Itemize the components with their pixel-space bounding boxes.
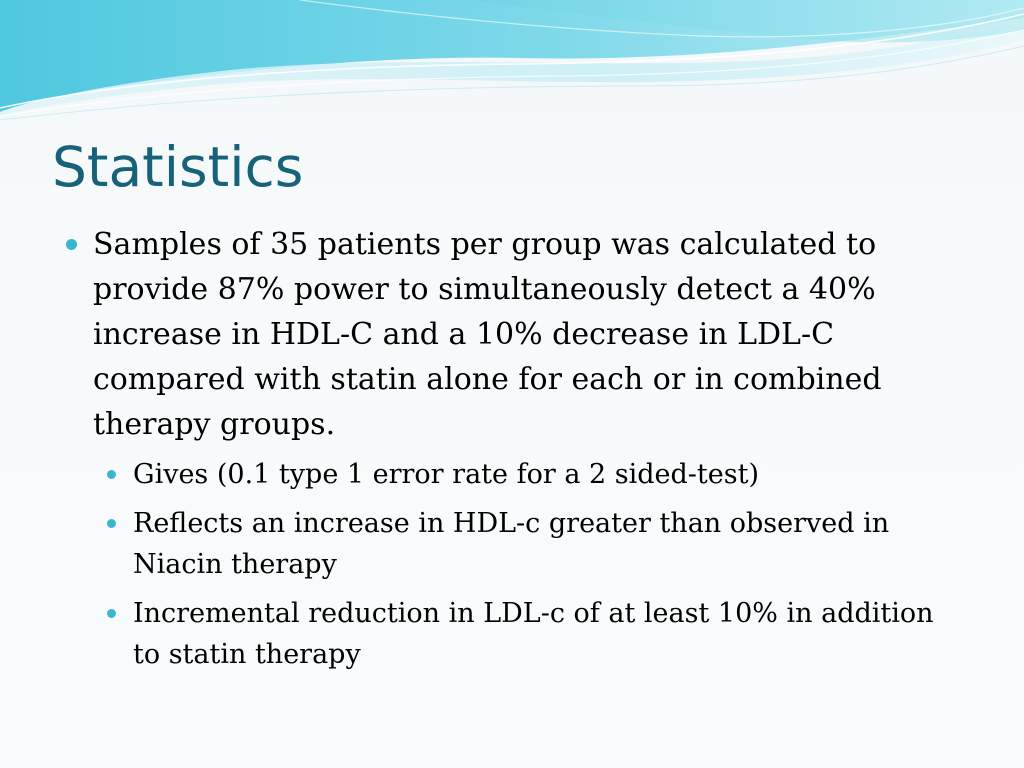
bullet-dot-icon [66, 239, 77, 250]
slide-body [60, 222, 960, 675]
bullet-dot-icon [107, 609, 116, 618]
slide-title: Statistics [52, 135, 304, 199]
sub-bullet-text: Gives (0.1 type 1 error rate for a 2 sided-test) [133, 459, 759, 490]
bullet-dot-icon [107, 519, 116, 528]
sub-bullet-text: Incremental reduction in LDL-c of at least 10% in addition to statin therapy [133, 598, 934, 670]
bullet-dot-icon [107, 470, 116, 479]
bullet-item [60, 222, 960, 447]
sub-bullet-item [133, 503, 960, 585]
decorative-wave-header [0, 0, 1024, 120]
bullet-text: Samples of 35 patients per group was calculated to provide 87% power to simultaneously detect a 40% increase in HDL-C and a 10% decrease in LDL-C compared with statin alone for each or in combined therapy groups. [93, 227, 882, 442]
sub-bullet-text: Reflects an increase in HDL-c greater than observed in Niacin therapy [133, 508, 890, 580]
sub-bullet-item [133, 454, 960, 495]
sub-bullet-item [133, 593, 960, 675]
